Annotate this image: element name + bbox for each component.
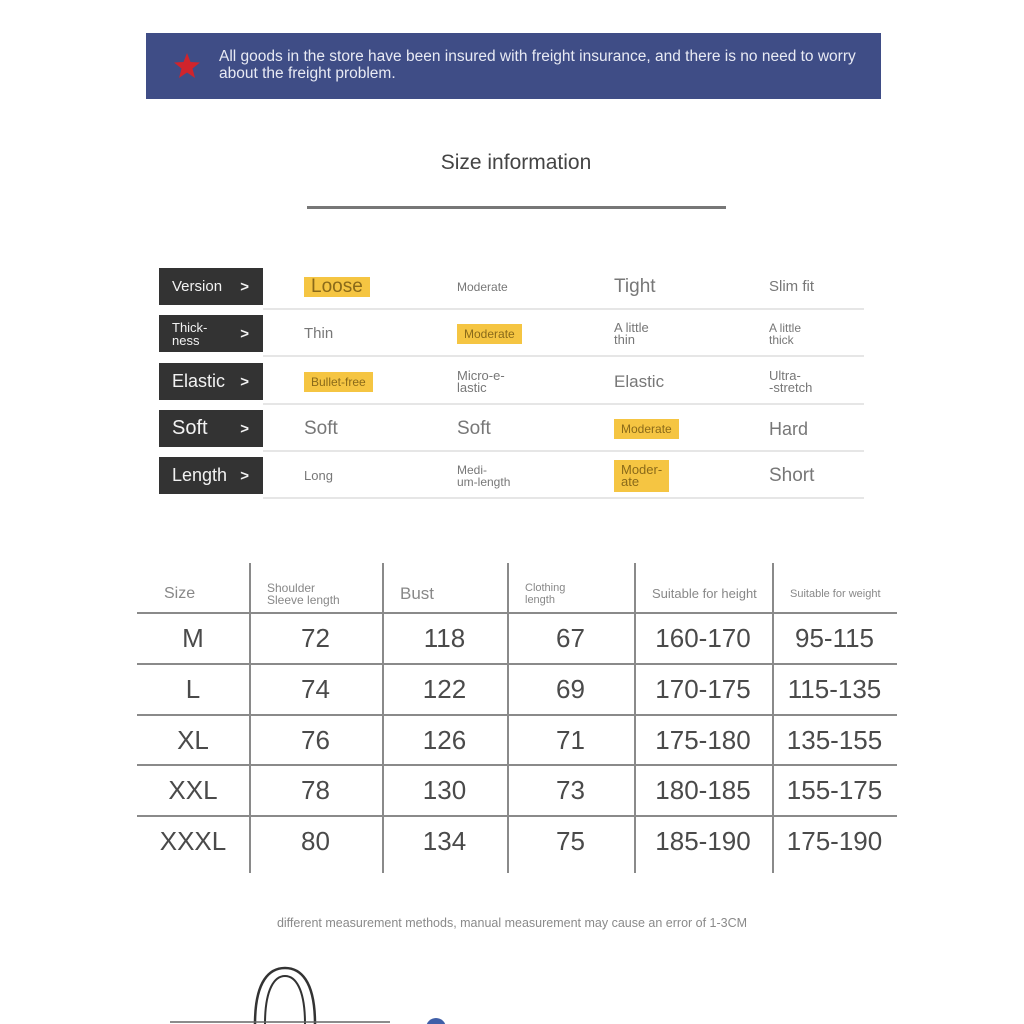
table-cell: 185-190 bbox=[655, 825, 751, 856]
table-cell: XL bbox=[177, 724, 209, 755]
attribute-option bbox=[457, 457, 510, 495]
attribute-label-text: Length bbox=[172, 465, 228, 485]
attribute-label bbox=[159, 410, 263, 447]
row-divider bbox=[263, 403, 864, 405]
option-text: Thin bbox=[304, 325, 334, 342]
title-divider bbox=[307, 206, 726, 209]
selected-option: Loose bbox=[304, 277, 370, 297]
chevron-right-icon: > bbox=[240, 373, 249, 390]
option-text: Medi- um-length bbox=[457, 463, 511, 489]
selected-option: Moder- ate bbox=[614, 460, 669, 492]
column-header: Suitable for weight bbox=[790, 588, 881, 600]
option-text: Soft bbox=[457, 418, 491, 439]
banner-text: All goods in the store have been insured with freight insurance, and there is no need to worry about the freight problem. bbox=[219, 48, 856, 82]
star-icon bbox=[172, 51, 202, 81]
option-text: A little thick bbox=[769, 321, 802, 347]
option-text: Slim fit bbox=[769, 278, 814, 295]
attribute-row bbox=[159, 363, 864, 401]
attribute-option bbox=[457, 268, 508, 306]
table-cell: 115-135 bbox=[787, 673, 882, 704]
attribute-label bbox=[159, 457, 263, 494]
table-cell: 67 bbox=[556, 622, 585, 653]
column-header: Suitable for height bbox=[652, 586, 757, 601]
column-header: Clothing length bbox=[525, 582, 566, 606]
attribute-row bbox=[159, 457, 864, 495]
column-header: Bust bbox=[400, 584, 435, 603]
table-cell: 122 bbox=[422, 673, 467, 704]
selected-option: Bullet-free bbox=[304, 372, 373, 392]
attribute-option bbox=[614, 457, 669, 495]
page-title: Size information bbox=[440, 151, 592, 174]
table-cell: 175-180 bbox=[655, 724, 751, 755]
table-cell: 78 bbox=[301, 774, 330, 805]
attribute-option bbox=[769, 363, 812, 401]
size-table bbox=[137, 563, 897, 873]
attribute-option bbox=[614, 363, 664, 401]
attribute-label-text: Thick- ness bbox=[172, 319, 208, 348]
attribute-option bbox=[304, 363, 373, 401]
column-header: Shoulder Sleeve length bbox=[267, 581, 340, 607]
table-cell: 175-190 bbox=[786, 825, 883, 856]
option-text: Micro-e- lastic bbox=[457, 368, 505, 395]
attribute-option bbox=[614, 410, 679, 448]
column-header: Size bbox=[164, 585, 196, 602]
table-cell: 180-185 bbox=[655, 774, 751, 805]
attribute-option bbox=[304, 410, 338, 448]
attribute-option bbox=[614, 268, 656, 306]
garment-illustration bbox=[160, 960, 860, 1024]
option-text: Short bbox=[769, 465, 815, 486]
table-cell: 135-155 bbox=[786, 724, 883, 755]
attribute-option bbox=[304, 457, 333, 495]
row-divider bbox=[263, 308, 864, 310]
attribute-option bbox=[457, 363, 505, 401]
attribute-label bbox=[159, 315, 263, 352]
table-cell: L bbox=[185, 673, 201, 704]
attribute-option bbox=[457, 315, 522, 353]
table-cell: 73 bbox=[556, 774, 585, 805]
option-text: Long bbox=[304, 468, 333, 483]
chevron-right-icon: > bbox=[240, 325, 249, 342]
attribute-label bbox=[159, 363, 263, 400]
option-text: Tight bbox=[614, 276, 656, 297]
table-cell: 126 bbox=[422, 724, 467, 755]
chevron-right-icon: > bbox=[240, 420, 249, 437]
chevron-right-icon: > bbox=[240, 278, 249, 295]
table-cell: M bbox=[182, 622, 204, 653]
attribute-option bbox=[614, 315, 649, 353]
table-cell: XXL bbox=[168, 774, 218, 805]
option-text: Soft bbox=[304, 418, 338, 439]
table-cell: 170-175 bbox=[655, 673, 751, 704]
table-cell: 118 bbox=[423, 622, 466, 653]
attribute-row bbox=[159, 315, 864, 353]
table-cell: 155-175 bbox=[786, 774, 883, 805]
selected-option: Moderate bbox=[614, 419, 679, 439]
attribute-option bbox=[457, 410, 491, 448]
table-cell: 72 bbox=[301, 622, 330, 653]
attribute-label-text: Version bbox=[172, 278, 223, 295]
attribute-option bbox=[769, 457, 814, 495]
selected-option: Moderate bbox=[457, 324, 522, 344]
row-divider bbox=[263, 355, 864, 357]
table-cell: 95-115 bbox=[794, 622, 875, 653]
table-cell: 80 bbox=[301, 825, 330, 856]
table-cell: 74 bbox=[301, 673, 330, 704]
chevron-right-icon: > bbox=[240, 467, 249, 484]
table-cell: 134 bbox=[422, 825, 467, 856]
measurement-note: different measurement methods, manual measurement may cause an error of 1-3CM bbox=[276, 916, 748, 930]
table-cell: XXXL bbox=[159, 825, 227, 856]
row-divider bbox=[263, 497, 864, 499]
bullet-icon bbox=[426, 1018, 446, 1024]
attribute-option bbox=[769, 268, 814, 306]
option-text: Hard bbox=[769, 419, 809, 439]
table-cell: 76 bbox=[301, 724, 330, 755]
attribute-label bbox=[159, 268, 263, 305]
attribute-option bbox=[769, 315, 801, 353]
table-cell: 160-170 bbox=[655, 622, 751, 653]
attribute-option bbox=[304, 315, 333, 353]
attribute-option bbox=[769, 410, 808, 448]
table-cell: 130 bbox=[422, 774, 467, 805]
table-cell: 75 bbox=[556, 825, 585, 856]
row-divider bbox=[263, 450, 864, 452]
option-text: Elastic bbox=[614, 372, 665, 391]
freight-insurance-banner bbox=[146, 33, 881, 99]
attribute-row bbox=[159, 268, 864, 306]
attribute-label-text: Elastic bbox=[172, 371, 226, 391]
option-text: Ultra- -stretch bbox=[769, 368, 813, 395]
option-text: A little thin bbox=[614, 320, 649, 347]
attribute-row bbox=[159, 410, 864, 448]
option-text: Moderate bbox=[457, 280, 508, 294]
table-cell: 71 bbox=[556, 724, 585, 755]
attribute-label-text: Soft bbox=[172, 417, 208, 439]
attribute-option bbox=[304, 268, 370, 306]
table-cell: 69 bbox=[556, 673, 585, 704]
